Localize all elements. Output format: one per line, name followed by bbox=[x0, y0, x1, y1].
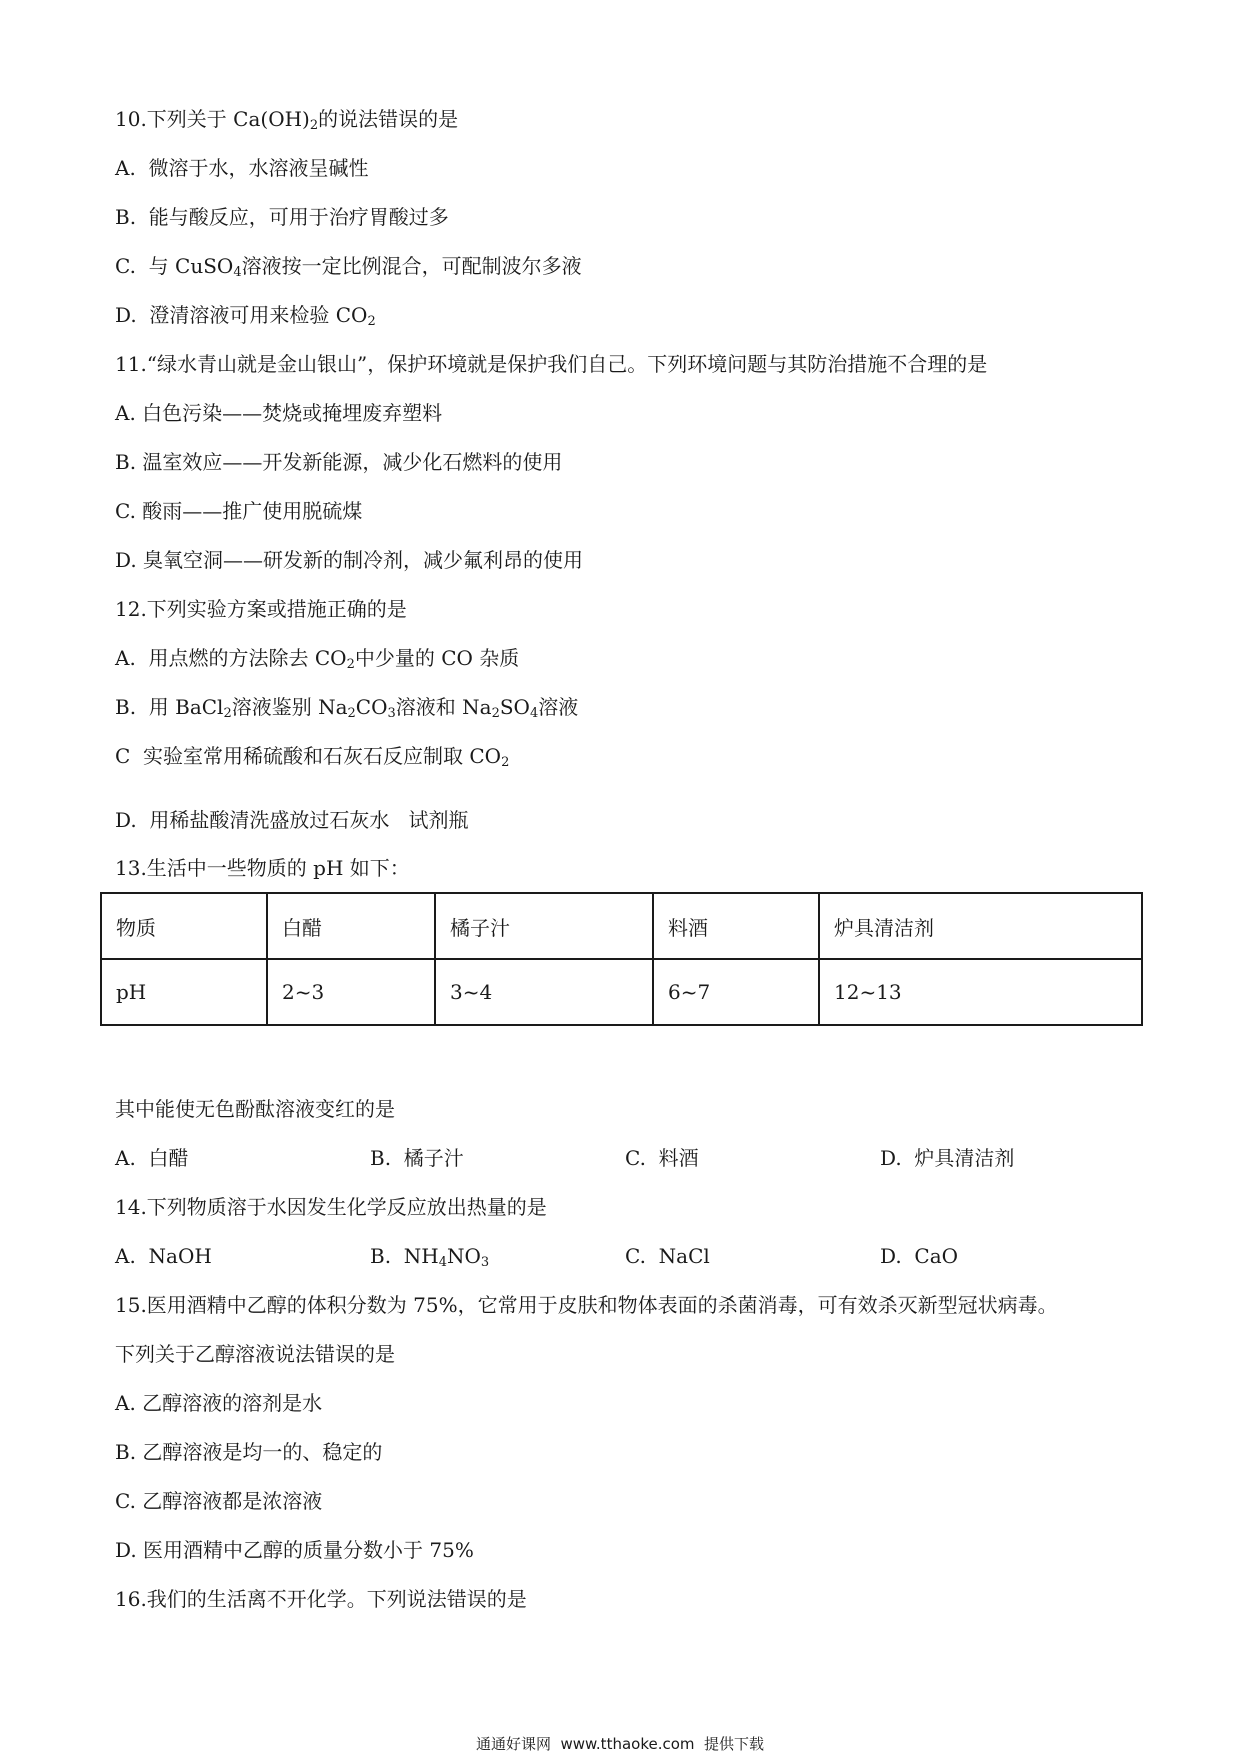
q12-option-a: A. 用点燃的方法除去 $CO_2$中少量的 CO 杂质 bbox=[115, 646, 520, 672]
q13-option-b: B. 橘子汁 bbox=[370, 1146, 464, 1170]
page-footer: 通通好课网 www.tthaoke.com 提供下载 bbox=[475, 1735, 765, 1753]
q12-stem: 12.下列实验方案或措施正确的是 bbox=[115, 597, 407, 621]
q11-option-a: A. 白色污染——焚烧或掩埋废弃塑料 bbox=[115, 401, 443, 425]
q14-option-b: B. $NH_4NO_3$ bbox=[370, 1244, 490, 1270]
q15-stem-continued: 下列关于乙醇溶液说法错误的是 bbox=[115, 1342, 395, 1366]
q12-option-c: C 实验室常用稀硫酸和石灰石反应制取 $CO_2$ bbox=[115, 744, 510, 770]
q13-stem: 13.生活中一些物质的 pH 如下： bbox=[115, 856, 410, 880]
q11-option-d: D. 臭氧空洞——研发新的制冷剂，减少氟利昂的使用 bbox=[115, 548, 584, 572]
table-cell: 物质 bbox=[101, 893, 267, 959]
table-cell: 3~4 bbox=[435, 959, 653, 1025]
q11-option-c: C. 酸雨——推广使用脱硫煤 bbox=[115, 499, 363, 523]
table-cell: 12~13 bbox=[819, 959, 1142, 1025]
table-cell: 2~3 bbox=[267, 959, 435, 1025]
q10-option-b: B. 能与酸反应，可用于治疗胃酸过多 bbox=[115, 205, 449, 229]
q15-stem: 15.医用酒精中乙醇的体积分数为 75%，它常用于皮肤和物体表面的杀菌消毒，可有效杀灭新型冠状病毒。 bbox=[115, 1293, 1058, 1317]
ph-table bbox=[100, 892, 1143, 1026]
q14-option-a: A. NaOH bbox=[115, 1244, 212, 1268]
table-row bbox=[101, 893, 1142, 959]
table-cell: pH bbox=[101, 959, 267, 1025]
q15-option-d: D. 医用酒精中乙醇的质量分数小于 75% bbox=[115, 1538, 474, 1562]
table-cell: 橘子汁 bbox=[435, 893, 653, 959]
table-cell: 料酒 bbox=[653, 893, 819, 959]
q13-option-a: A. 白醋 bbox=[115, 1146, 189, 1170]
q16-stem: 16.我们的生活离不开化学。下列说法错误的是 bbox=[115, 1587, 527, 1611]
q10-option-c: C. 与 CuSO$_4$溶液按一定比例混合，可配制波尔多液 bbox=[115, 254, 582, 280]
table-row bbox=[101, 959, 1142, 1025]
table-cell: 炉具清洁剂 bbox=[819, 893, 1142, 959]
q14-stem: 14.下列物质溶于水因发生化学反应放出热量的是 bbox=[115, 1195, 547, 1219]
q13-option-d: D. 炉具清洁剂 bbox=[880, 1146, 1015, 1170]
q13-question: 其中能使无色酚酞溶液变红的是 bbox=[115, 1097, 395, 1121]
q14-option-c: C. NaCl bbox=[625, 1244, 710, 1268]
table-cell: 白醋 bbox=[267, 893, 435, 959]
q10-stem: 10.下列关于 $Ca(OH)_2$的说法错误的是 bbox=[115, 107, 459, 133]
q13-option-c: C. 料酒 bbox=[625, 1146, 699, 1170]
q11-stem: 11.“绿水青山就是金山银山”，保护环境就是保护我们自己。下列环境问题与其防治措施不合理的是 bbox=[115, 352, 988, 376]
q15-option-b: B. 乙醇溶液是均一的、稳定的 bbox=[115, 1440, 383, 1464]
q15-option-a: A. 乙醇溶液的溶剂是水 bbox=[115, 1391, 323, 1415]
table-cell: 6~7 bbox=[653, 959, 819, 1025]
q12-option-d: D. 用稀盐酸清洗盛放过石灰水 试剂瓶 bbox=[115, 808, 469, 832]
q12-option-b: B. 用 BaCl$_2$溶液鉴别 $Na_2CO_3$溶液和 $Na_2SO_4$溶液 bbox=[115, 695, 579, 721]
q15-option-c: C. 乙醇溶液都是浓溶液 bbox=[115, 1489, 323, 1513]
q10-option-a: A. 微溶于水，水溶液呈碱性 bbox=[115, 156, 369, 180]
q14-option-d: D. CaO bbox=[880, 1244, 959, 1268]
q11-option-b: B. 温室效应——开发新能源，减少化石燃料的使用 bbox=[115, 450, 563, 474]
q10-option-d: D. 澄清溶液可用来检验 $CO_2$ bbox=[115, 303, 376, 329]
